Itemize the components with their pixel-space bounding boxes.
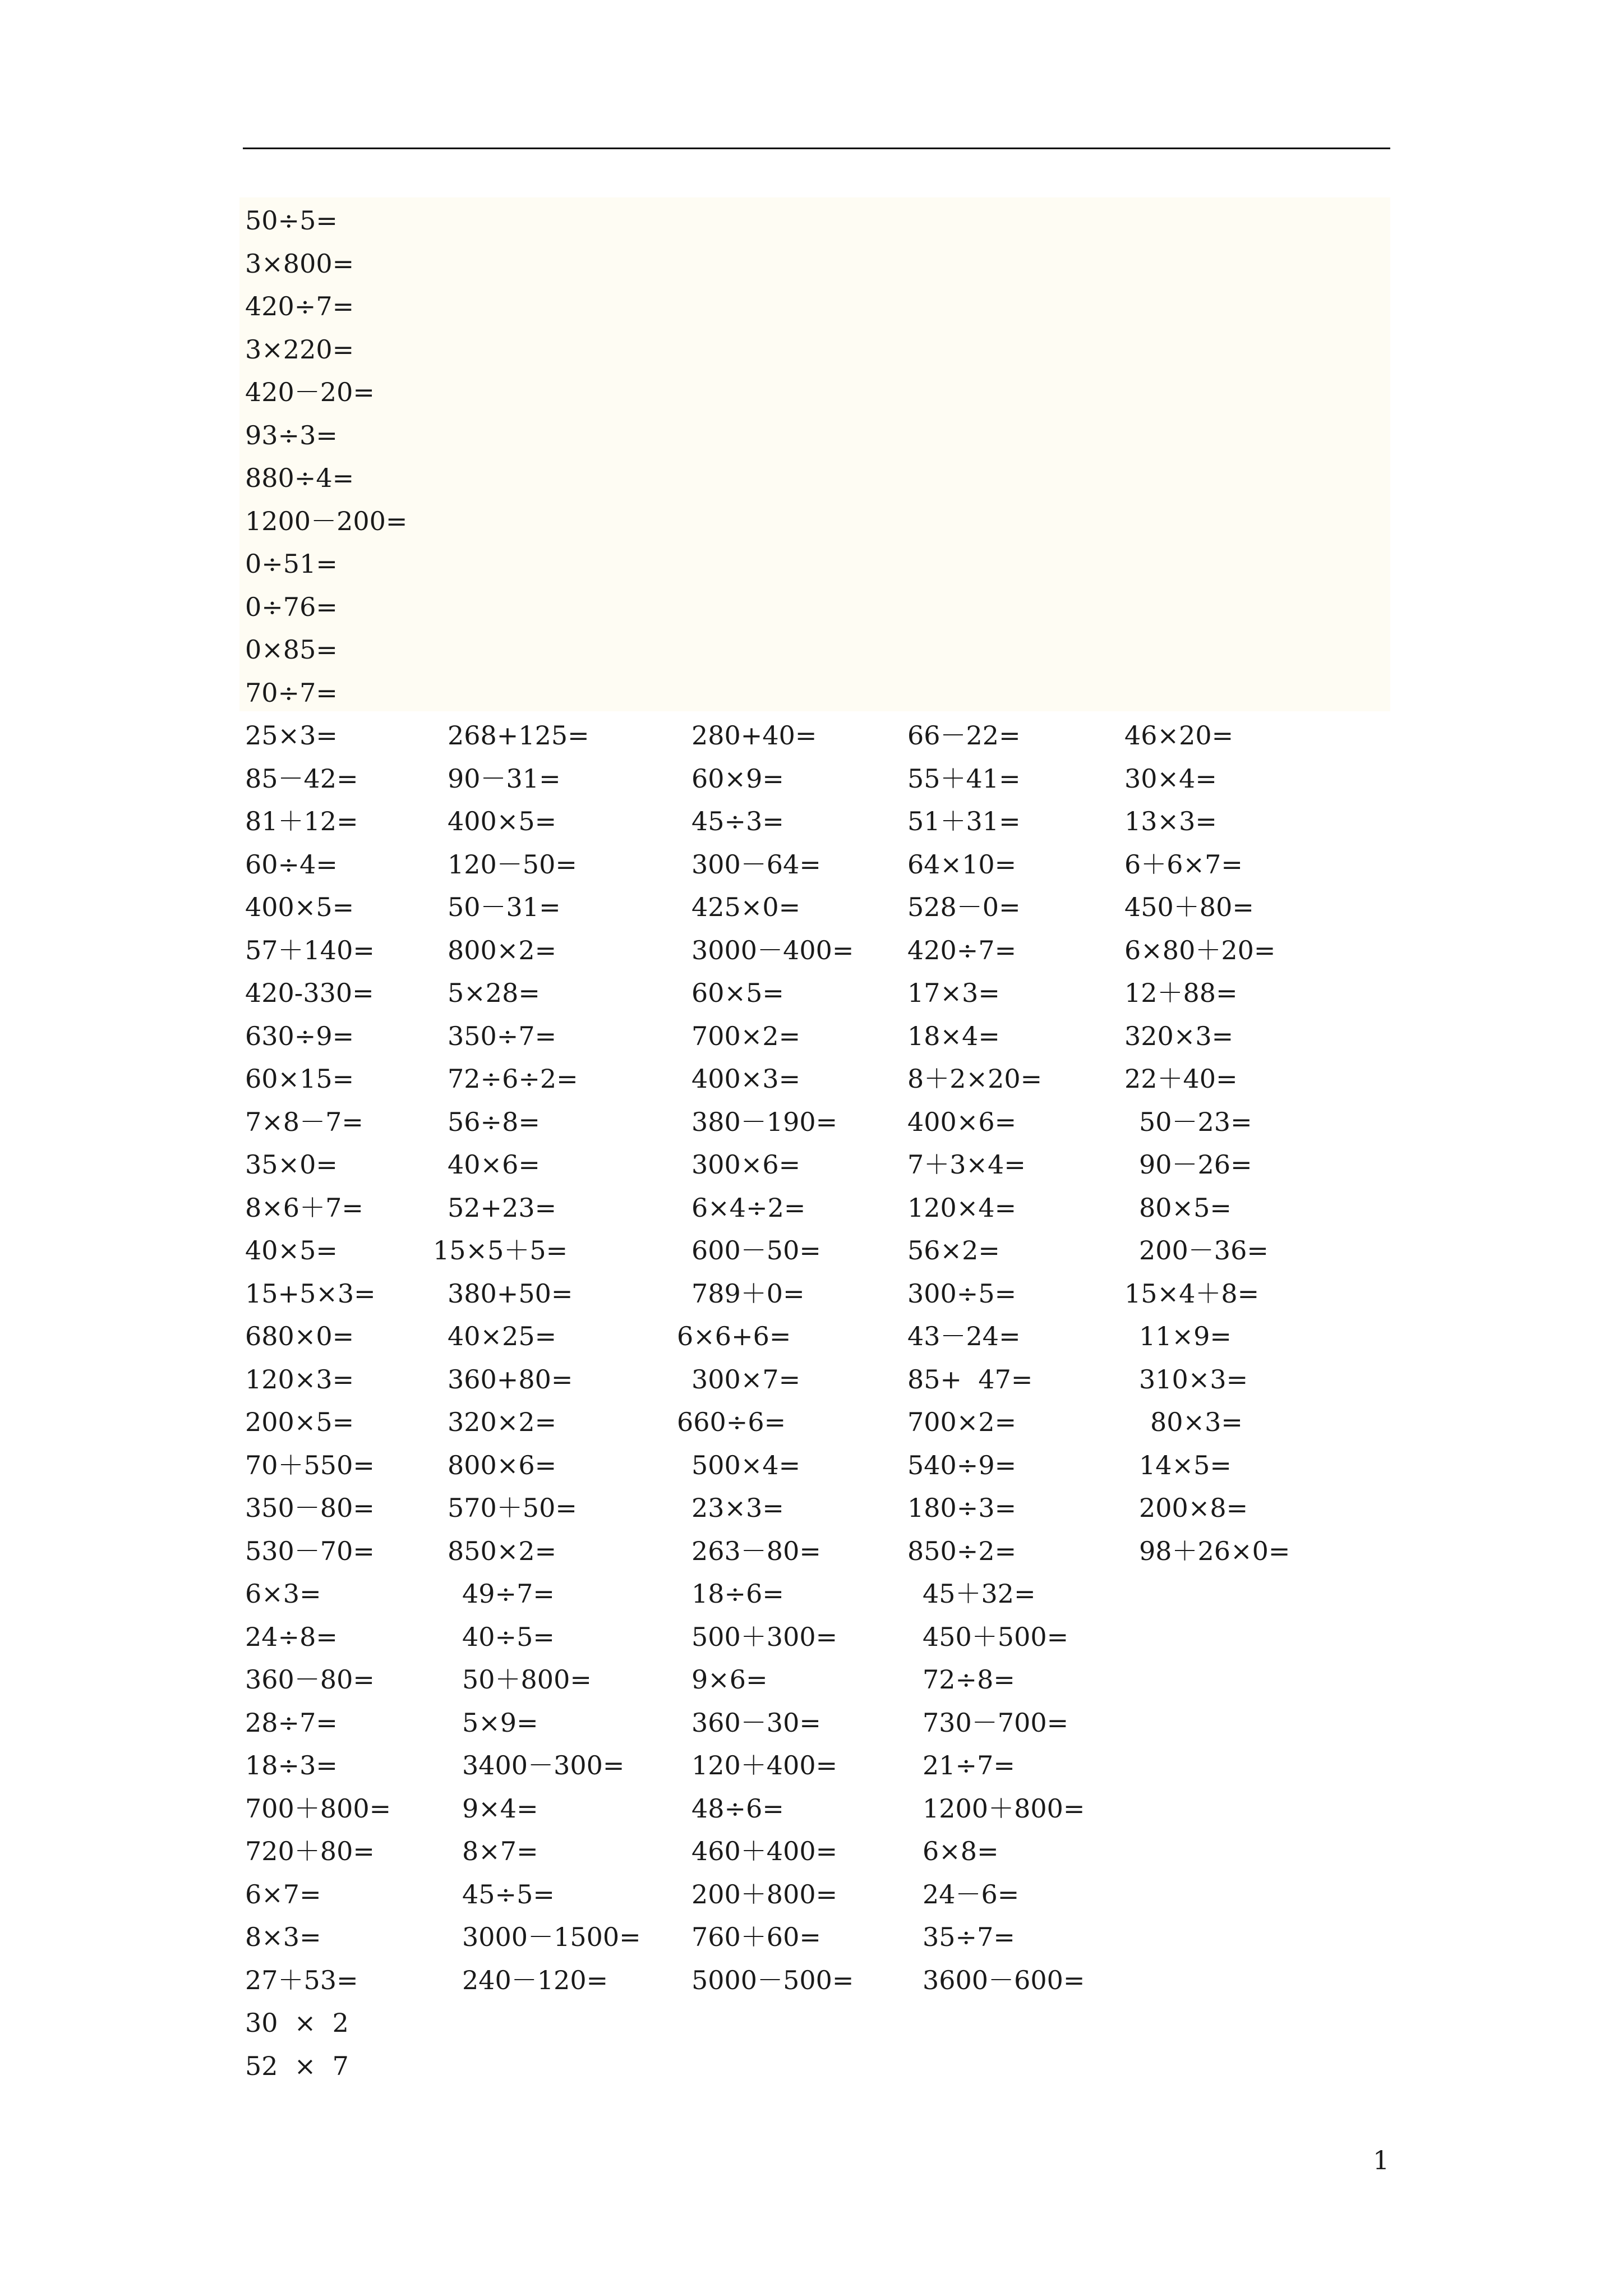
grid-a-expression: 300×7= [691, 1364, 801, 1395]
grid-b-expression: 6×7= [245, 1879, 321, 1910]
grid-a-expression: 18×4= [907, 1020, 1000, 1051]
grid-b-expression: 18÷3= [245, 1750, 338, 1780]
grid-a-expression: 660÷6= [677, 1407, 786, 1437]
grid-a-expression: 85+ 47= [907, 1364, 1033, 1395]
shaded-expression: 880÷4= [245, 463, 354, 493]
grid-a-expression: 500×4= [691, 1450, 801, 1480]
grid-a-expression: 400×5= [448, 806, 557, 836]
grid-a-expression: 789＋0= [691, 1278, 805, 1309]
grid-a-expression: 30×4= [1124, 763, 1217, 794]
grid-a-expression: 23×3= [691, 1493, 784, 1523]
grid-b-expression: 18÷6= [691, 1579, 784, 1609]
grid-a-expression: 7×8－7= [245, 1106, 363, 1137]
grid-a-expression: 8×6＋7= [245, 1192, 363, 1223]
grid-b-expression: 5×9= [462, 1707, 538, 1738]
grid-b-expression: 730－700= [923, 1707, 1069, 1738]
grid-a-expression: 600－50= [691, 1235, 821, 1266]
grid-b-expression: 48÷6= [691, 1793, 784, 1824]
grid-b-expression: 24－6= [923, 1879, 1020, 1910]
grid-b-expression: 700＋800= [245, 1793, 391, 1824]
grid-a-expression: 700×2= [691, 1020, 801, 1051]
grid-a-expression: 528－0= [907, 892, 1021, 922]
grid-a-expression: 52+23= [448, 1192, 557, 1223]
grid-b-expression: 3600－600= [923, 1964, 1085, 1995]
grid-a-expression: 40×5= [245, 1235, 338, 1266]
shaded-expression: 3×800= [245, 248, 354, 279]
grid-b-expression: 1200＋800= [923, 1793, 1085, 1824]
grid-a-expression: 310×3= [1139, 1364, 1248, 1395]
grid-a-expression: 320×2= [448, 1407, 557, 1437]
shaded-expression: 0÷51= [245, 549, 338, 579]
grid-a-expression: 60÷4= [245, 849, 338, 880]
grid-b-expression: 49÷7= [462, 1579, 555, 1609]
page-number: 1 [1373, 2145, 1390, 2175]
grid-a-expression: 85－42= [245, 763, 358, 794]
shaded-block [239, 197, 1390, 711]
grid-a-expression: 13×3= [1124, 806, 1217, 836]
grid-a-expression: 120×4= [907, 1192, 1017, 1223]
grid-a-expression: 400×6= [907, 1106, 1017, 1137]
grid-a-expression: 60×5= [691, 978, 784, 1008]
shaded-expression: 93÷3= [245, 420, 338, 450]
grid-a-expression: 70＋550= [245, 1450, 375, 1480]
grid-a-expression: 320×3= [1124, 1020, 1234, 1051]
grid-a-expression: 51＋31= [907, 806, 1021, 836]
grid-a-expression: 90－26= [1139, 1149, 1252, 1180]
grid-a-expression: 800×2= [448, 935, 557, 965]
header-rule [243, 148, 1390, 149]
shaded-expression: 0÷76= [245, 591, 338, 622]
grid-b-expression: 6×8= [923, 1836, 999, 1866]
grid-a-expression: 57＋140= [245, 935, 375, 965]
shaded-expression: 0×85= [245, 634, 338, 665]
grid-a-expression: 268+125= [448, 720, 589, 751]
grid-a-expression: 5×28= [448, 978, 540, 1008]
tail-expression: 30 × 2 [245, 2008, 349, 2038]
grid-a-expression: 200×5= [245, 1407, 354, 1437]
grid-b-expression: 200＋800= [691, 1879, 838, 1910]
grid-a-expression: 90－31= [448, 763, 561, 794]
grid-a-expression: 60×15= [245, 1064, 354, 1094]
grid-a-expression: 540÷9= [907, 1450, 1017, 1480]
grid-b-expression: 500＋300= [691, 1621, 838, 1652]
grid-a-expression: 56×2= [907, 1235, 1000, 1266]
shaded-expression: 50÷5= [245, 205, 338, 236]
grid-a-expression: 35×0= [245, 1149, 338, 1180]
tail-expression: 52 × 7 [245, 2050, 349, 2081]
grid-a-expression: 450＋80= [1124, 892, 1254, 922]
grid-a-expression: 300×6= [691, 1149, 801, 1180]
shaded-expression: 70÷7= [245, 677, 338, 708]
grid-a-expression: 64×10= [907, 849, 1017, 880]
grid-b-expression: 9×4= [462, 1793, 538, 1824]
grid-a-expression: 22＋40= [1124, 1064, 1238, 1094]
grid-b-expression: 5000－500= [691, 1964, 854, 1995]
grid-a-expression: 180÷3= [907, 1493, 1017, 1523]
shaded-expression: 420－20= [245, 377, 375, 407]
grid-a-expression: 72÷6÷2= [448, 1064, 578, 1094]
grid-a-expression: 15×5＋5= [433, 1235, 568, 1266]
grid-a-expression: 45÷3= [691, 806, 784, 836]
grid-a-expression: 6×6+6= [677, 1321, 791, 1351]
grid-a-expression: 420÷7= [907, 935, 1017, 965]
grid-a-expression: 400×5= [245, 892, 354, 922]
grid-b-expression: 3000－1500= [462, 1922, 641, 1952]
grid-a-expression: 570＋50= [448, 1493, 577, 1523]
grid-a-expression: 3000－400= [691, 935, 854, 965]
grid-b-expression: 27＋53= [245, 1964, 358, 1995]
grid-b-expression: 35÷7= [923, 1922, 1015, 1952]
grid-a-expression: 280+40= [691, 720, 817, 751]
grid-a-expression: 350－80= [245, 1493, 375, 1523]
grid-b-expression: 120＋400= [691, 1750, 838, 1780]
grid-b-expression: 9×6= [691, 1664, 768, 1695]
grid-a-expression: 630÷9= [245, 1020, 354, 1051]
grid-a-expression: 80×3= [1150, 1407, 1243, 1437]
grid-a-expression: 360+80= [448, 1364, 573, 1395]
grid-a-expression: 40×25= [448, 1321, 557, 1351]
grid-a-expression: 300－64= [691, 849, 821, 880]
grid-a-expression: 46×20= [1124, 720, 1234, 751]
grid-a-expression: 700×2= [907, 1407, 1017, 1437]
grid-b-expression: 45＋32= [923, 1579, 1036, 1609]
grid-a-expression: 680×0= [245, 1321, 354, 1351]
grid-a-expression: 425×0= [691, 892, 801, 922]
grid-a-expression: 12＋88= [1124, 978, 1238, 1008]
grid-a-expression: 80×5= [1139, 1192, 1232, 1223]
grid-b-expression: 760＋60= [691, 1922, 821, 1952]
grid-a-expression: 81＋12= [245, 806, 358, 836]
grid-a-expression: 17×3= [907, 978, 1000, 1008]
grid-b-expression: 240－120= [462, 1964, 608, 1995]
grid-a-expression: 60×9= [691, 763, 784, 794]
grid-b-expression: 460＋400= [691, 1836, 838, 1866]
grid-a-expression: 263－80= [691, 1535, 821, 1566]
grid-a-expression: 7＋3×4= [907, 1149, 1026, 1180]
grid-b-expression: 450＋500= [923, 1621, 1069, 1652]
grid-a-expression: 380+50= [448, 1278, 573, 1309]
grid-a-expression: 66－22= [907, 720, 1021, 751]
grid-b-expression: 24÷8= [245, 1621, 338, 1652]
grid-a-expression: 200－36= [1139, 1235, 1269, 1266]
grid-b-expression: 8×3= [245, 1922, 321, 1952]
grid-b-expression: 45÷5= [462, 1879, 555, 1910]
shaded-expression: 1200－200= [245, 505, 408, 536]
grid-b-expression: 72÷8= [923, 1664, 1015, 1695]
grid-b-expression: 28÷7= [245, 1707, 338, 1738]
grid-a-expression: 6＋6×7= [1124, 849, 1243, 880]
grid-a-expression: 6×80＋20= [1124, 935, 1276, 965]
grid-a-expression: 11×9= [1139, 1321, 1232, 1351]
grid-a-expression: 850÷2= [907, 1535, 1017, 1566]
grid-b-expression: 720＋80= [245, 1836, 375, 1866]
grid-a-expression: 200×8= [1139, 1493, 1248, 1523]
grid-a-expression: 530－70= [245, 1535, 375, 1566]
grid-a-expression: 56÷8= [448, 1106, 540, 1137]
grid-a-expression: 380－190= [691, 1106, 838, 1137]
grid-a-expression: 14×5= [1139, 1450, 1232, 1480]
grid-b-expression: 40÷5= [462, 1621, 555, 1652]
grid-a-expression: 40×6= [448, 1149, 540, 1180]
grid-a-expression: 850×2= [448, 1535, 557, 1566]
grid-a-expression: 43－24= [907, 1321, 1021, 1351]
grid-a-expression: 55＋41= [907, 763, 1021, 794]
grid-a-expression: 120×3= [245, 1364, 354, 1395]
grid-a-expression: 300÷5= [907, 1278, 1017, 1309]
grid-a-expression: 15×4＋8= [1124, 1278, 1260, 1309]
grid-a-expression: 800×6= [448, 1450, 557, 1480]
grid-a-expression: 400×3= [691, 1064, 801, 1094]
grid-a-expression: 350÷7= [448, 1020, 557, 1051]
grid-a-expression: 15+5×3= [245, 1278, 376, 1309]
grid-b-expression: 21÷7= [923, 1750, 1015, 1780]
grid-b-expression: 8×7= [462, 1836, 538, 1866]
grid-a-expression: 25×3= [245, 720, 338, 751]
grid-b-expression: 50＋800= [462, 1664, 592, 1695]
grid-a-expression: 8＋2×20= [907, 1064, 1043, 1094]
grid-a-expression: 120－50= [448, 849, 577, 880]
grid-b-expression: 6×3= [245, 1579, 321, 1609]
grid-a-expression: 420-330= [245, 978, 374, 1008]
grid-b-expression: 3400－300= [462, 1750, 625, 1780]
grid-a-expression: 50－23= [1139, 1106, 1252, 1137]
grid-a-expression: 98＋26×0= [1139, 1535, 1290, 1566]
grid-a-expression: 6×4÷2= [691, 1192, 806, 1223]
shaded-expression: 420÷7= [245, 291, 354, 321]
grid-a-expression: 50－31= [448, 892, 561, 922]
shaded-expression: 3×220= [245, 334, 354, 365]
grid-b-expression: 360－30= [691, 1707, 821, 1738]
grid-b-expression: 360－80= [245, 1664, 375, 1695]
